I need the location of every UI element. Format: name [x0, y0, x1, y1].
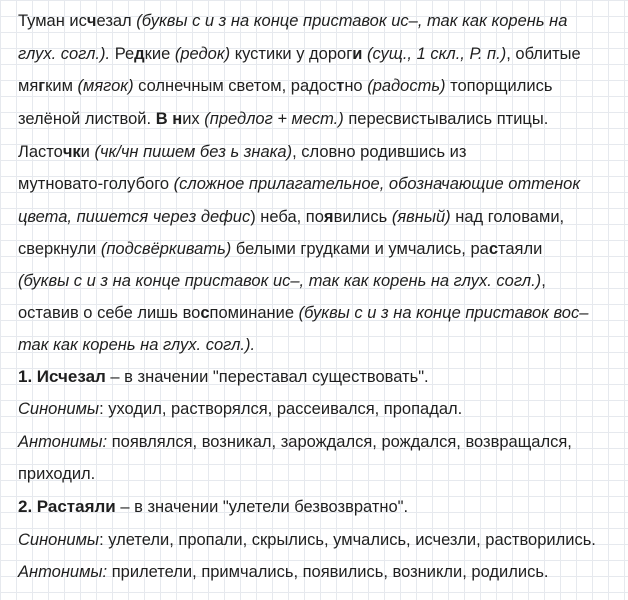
comment: (сложное прилагательное, обозначающие оттенок [173, 175, 581, 193]
comment: (буквы с и з на конце приставок ис–, так как корень на глух. согл.) [18, 272, 542, 290]
text-line-8: сверкнули (подсвёркивать) белыми грудками и умчались, растаяли [18, 240, 543, 258]
comment: (явный) [391, 208, 451, 226]
comment: (предлог + мест.) [204, 110, 344, 128]
comment: (чк/чн пишем без ь знака) [94, 143, 293, 161]
text-line-2: глух. согл.). Редкие (редок) кустики у дороги (сущ., 1 скл., Р. п.), облитые [18, 45, 581, 63]
word-title: Исчезал [36, 367, 106, 386]
comment: (мягок) [77, 77, 134, 95]
comment: цвета, пишется через дефис [18, 208, 251, 226]
synonyms-label: Синонимы [18, 400, 100, 418]
text-line-11 [18, 334, 622, 356]
antonyms-line-1: Антонимы: появлялся, возникал, зарождался, рождался, возвращался, [18, 433, 572, 451]
antonyms-line-1-cont: приходил. [18, 465, 96, 483]
item-number: 2. [18, 497, 33, 516]
comment: (редок) [174, 45, 231, 63]
comment: (буквы с и з на конце приставок ис–, так как корень на [136, 12, 568, 30]
word-heading-1: 1. Исчезал – в значении "переставал существовать". [18, 367, 429, 386]
comment: так как корень на глух. согл.). [18, 336, 256, 354]
word-heading-2: 2. Растаяли – в значении "улетели безвозвратно". [18, 497, 409, 516]
synonyms-label: Синонимы [18, 531, 100, 549]
word-title: Растаяли [36, 497, 116, 516]
text-line-9: (буквы с и з на конце приставок ис–, так как корень на глух. согл.), [18, 272, 546, 290]
antonyms-label: Антонимы: [18, 433, 108, 451]
comment: (буквы с и з на конце приставок вос– [298, 304, 589, 322]
item-number: 1. [18, 367, 33, 386]
comment: глух. согл.). [18, 45, 111, 63]
text-line-6: мутновато-голубого (сложное прилагательное, обозначающие оттенок [18, 175, 581, 193]
antonyms-label: Антонимы: [18, 563, 108, 581]
text-line-5: Ласточки (чк/чн пишем без ь знака), словно родившись из [18, 143, 467, 161]
comment: (радость) [367, 77, 446, 95]
comment: (сущ., 1 скл., Р. п.) [366, 45, 507, 63]
text-line-10: оставив о себе лишь воспоминание (буквы с и з на конце приставок вос– [18, 304, 589, 322]
antonyms-line-2: Антонимы: прилетели, примчались, появились, возникли, родились. [18, 563, 549, 581]
text-line-4: зелёной листвой. В них (предлог + мест.) пересвистывались птицы. [18, 110, 549, 128]
text-line-3: мягким (мягок) солнечным светом, радостно (радость) топорщились [18, 77, 553, 95]
synonyms-line-2: Синонимы: улетели, пропали, скрылись, умчались, исчезли, растворились. [18, 531, 596, 549]
text-line-7: цвета, пишется через дефис) неба, появились (явный) над головами, [18, 208, 565, 226]
text-line-1: Туман исчезал (буквы с и з на конце приставок ис–, так как корень на [18, 12, 568, 30]
synonyms-line-1: Синонимы: уходил, растворялся, рассеивался, пропадал. [18, 400, 463, 418]
comment: (подсвёркивать) [100, 240, 232, 258]
